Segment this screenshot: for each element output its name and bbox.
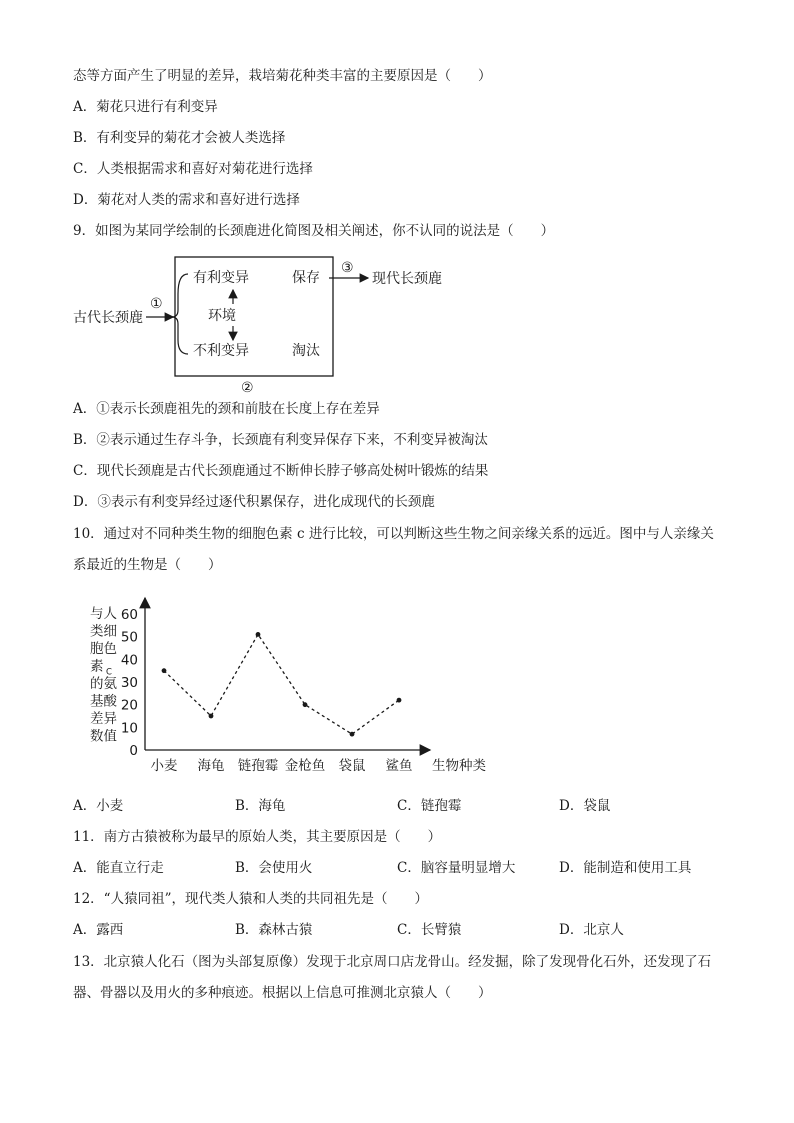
diagram-modern-giraffe: 现代长颈鹿 [372, 271, 442, 287]
y-label-part: 素 [90, 658, 104, 675]
y-label-part: 的氨 [90, 676, 117, 692]
diagram-circle-2: ② [241, 380, 254, 396]
q10-options [73, 797, 733, 815]
q10-option-d: D．袋鼠 [559, 798, 611, 814]
y-tick-label: 50 [120, 629, 138, 646]
y-tick-label: 10 [120, 720, 138, 737]
y-tick-label: 60 [120, 607, 138, 623]
diagram-environment: 环境 [208, 308, 236, 324]
q8-option-d: D．菊花对人类的需求和喜好进行选择 [73, 192, 300, 208]
q12-stem: 12．“人猿同祖”，现代类人猿和人类的共同祖先是（ ） [73, 891, 428, 907]
giraffe-evolution-diagram [68, 254, 508, 396]
x-tick-label: 金枪鱼 [284, 758, 326, 774]
data-point [303, 702, 308, 707]
y-label-part: 与人 [90, 606, 117, 622]
q10-stem-line2: 系最近的生物是（ ） [73, 557, 222, 573]
diagram-ancient-giraffe: 古代长颈鹿 [73, 310, 143, 326]
y-label-part: 差异 [90, 711, 117, 727]
q11-option-d: D．能制造和使用工具 [559, 860, 692, 876]
q12-option-a: A．露西 [73, 922, 124, 938]
data-point [209, 714, 214, 719]
y-label-part: 胞色 [90, 641, 117, 657]
q10-option-b: B．海龟 [235, 798, 286, 814]
q12-option-c: C．长臂猿 [397, 922, 462, 938]
q8-option-b: B．有利变异的菊花才会被人类选择 [73, 130, 286, 146]
data-point [350, 732, 355, 737]
y-label-part: 数值 [90, 728, 117, 745]
q13-stem-line1: 13．北京猿人化石（图为头部复原像）发现于北京周口店龙骨山。经发掘，除了发现骨化石外，还发现了石 [73, 954, 712, 970]
q9-option-a: A．①表示长颈鹿祖先的颈和前肢在长度上存在差异 [73, 401, 380, 417]
y-axis-label [90, 606, 117, 745]
diagram-preserve: 保存 [292, 270, 320, 286]
q12-option-b: B．森林古猿 [235, 922, 313, 938]
q11-stem: 11．南方古猿被称为最早的原始人类，其主要原因是（ ） [73, 829, 442, 845]
x-tick-label: 袋鼠 [338, 758, 366, 774]
q9-stem: 9．如图为某同学绘制的长颈鹿进化简图及相关阐述，你不认同的说法是（ ） [73, 223, 555, 239]
diagram-unfavorable-variation: 不利变异 [193, 343, 249, 359]
q10-option-c: C．链孢霉 [397, 798, 462, 814]
q8-stem: 态等方面产生了明显的差异，栽培菊花种类丰富的主要原因是（ ） [73, 68, 492, 84]
x-tick-label: 链孢霉 [237, 758, 279, 774]
q11-options [73, 859, 733, 877]
q8-option-a: A．菊花只进行有利变异 [73, 99, 218, 115]
amino-acid-difference-chart [80, 592, 500, 782]
y-tick-label: 0 [129, 743, 138, 759]
q10-option-a: A．小麦 [73, 798, 124, 814]
x-tick-label: 鲨鱼 [385, 758, 413, 774]
diagram-favorable-variation: 有利变异 [193, 270, 249, 286]
q11-option-b: B．会使用火 [235, 860, 313, 876]
x-tick-label: 小麦 [150, 758, 178, 774]
y-label-part: 基酸 [90, 693, 117, 710]
y-label-part: 类细 [90, 623, 117, 640]
y-label-c: C [106, 667, 112, 678]
q11-option-a: A．能直立行走 [73, 860, 164, 876]
q12-options [73, 921, 733, 939]
data-point [256, 632, 261, 637]
y-tick-label: 30 [120, 675, 138, 691]
y-tick-label: 40 [120, 652, 138, 669]
data-point [162, 668, 167, 673]
q13-stem-line2: 器、骨器以及用火的多种痕迹。根据以上信息可推测北京猿人（ ） [73, 985, 492, 1001]
diagram-circle-1: ① [150, 296, 163, 312]
x-axis-title: 生物种类 [432, 758, 486, 774]
data-point [397, 698, 402, 703]
diagram-circle-3: ③ [341, 260, 354, 276]
q8-option-c: C．人类根据需求和喜好对菊花进行选择 [73, 161, 313, 177]
series-line [164, 634, 399, 734]
q10-stem-line1: 10．通过对不同种类生物的细胞色素 c 进行比较，可以判断这些生物之间亲缘关系的远近。图中与人亲缘关 [73, 526, 714, 542]
x-tick-label: 海龟 [197, 758, 225, 774]
q9-option-b: B．②表示通过生存斗争，长颈鹿有利变异保存下来，不利变异被淘汰 [73, 432, 488, 448]
q9-option-d: D．③表示有利变异经过逐代积累保存，进化成现代的长颈鹿 [73, 494, 435, 510]
y-tick-label: 20 [120, 697, 138, 714]
q12-option-d: D．北京人 [559, 922, 624, 938]
q11-option-c: C．脑容量明显增大 [397, 860, 516, 876]
q9-option-c: C．现代长颈鹿是古代长颈鹿通过不断伸长脖子够高处树叶锻炼的结果 [73, 463, 489, 479]
diagram-eliminate: 淘汰 [292, 343, 320, 359]
